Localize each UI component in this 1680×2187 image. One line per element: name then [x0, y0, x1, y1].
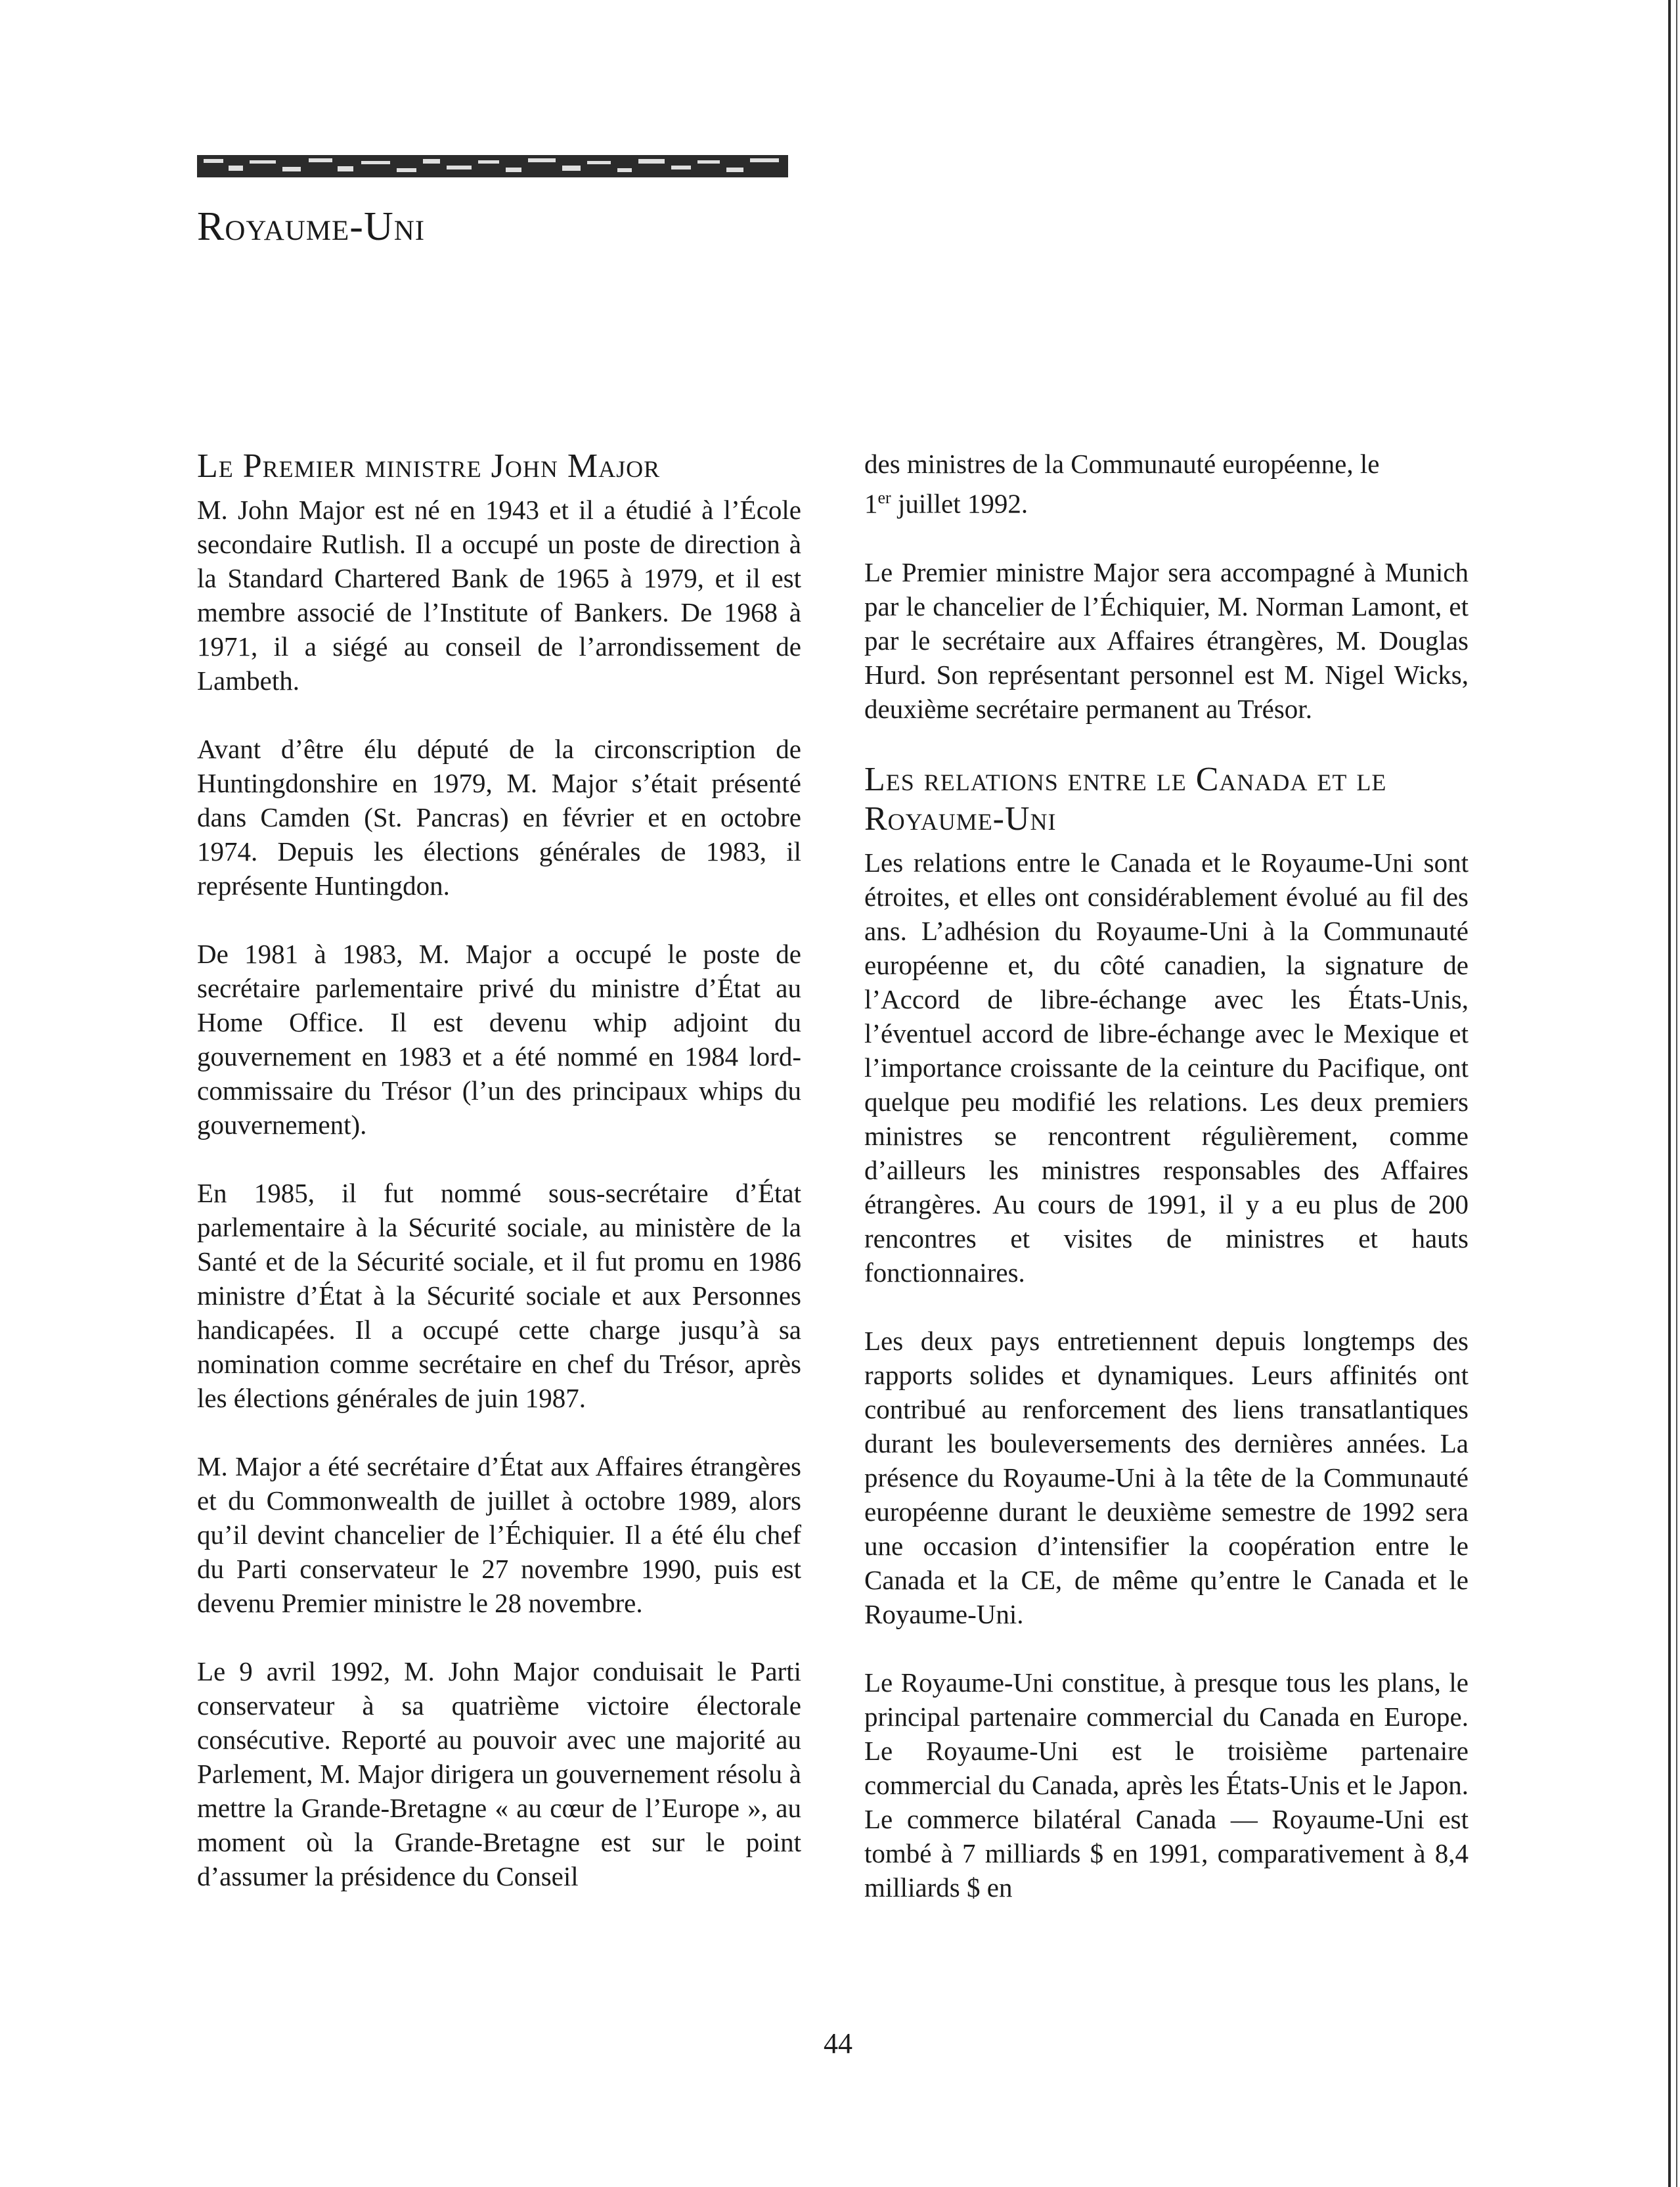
paragraph: M. Major a été secrétaire d’État aux Affaires étrangères et du Commonwealth de juillet à octobre 1989, alors qu’il devint chancelier de l’Échiquier. Il a été élu chef du Parti conservateur le 27 novembre 1990, puis est devenu Premier ministre le 28 novembre. [197, 1451, 801, 1618]
paragraph: Les deux pays entretiennent depuis longtemps des rapports solides et dynamiques. Leurs affinités ont contribué au renforcement des liens transatlantiques durant les bouleversements des dernières années. La présence du Royaume-Uni à la tête de la Communauté européenne durant le deuxième semestre de 1992 sera une occasion d’intensifier la coopération entre le Canada et la CE, de même qu’entre le Canada et le Royaume-Uni. [864, 1325, 1469, 1629]
right-column [864, 447, 1469, 1905]
paragraph: Les relations entre le Canada et le Royaume-Uni sont étroites, et elles ont considérablement évolué au fil des ans. L’adhésion du Royaume-Uni à la Communauté européenne et, du côté canadien, la signature de l’Accord de libre-échange avec les États-Unis, l’éventuel accord de libre-échange avec le Mexique et l’importance croissante de la ceinture du Pacifique, ont quelque peu modifié les relations. Les deux premiers ministres se rencontrent régulièrement, comme d’ailleurs les ministres responsables des Affaires étrangères. Au cours de 1991, il y a eu plus de 200 rencontres et visites de ministres et hauts fonctionnaires. [864, 847, 1469, 1288]
page-title: Royaume-Uni [197, 204, 426, 249]
paragraph: Le Royaume-Uni constitue, à presque tous les plans, le principal partenaire commercial du Canada en Europe. Le Royaume-Uni est le troisième partenaire commercial du Canada, après les États-Unis et le Japon. Le commerce bilatéral Canada — Royaume-Uni est tombé à 7 milliards $ en 1991, comparativement à 8,4 milliards $ en [864, 1667, 1469, 1903]
section-heading-prime-minister: Le Premier ministre John Major [197, 447, 661, 485]
page-edge-line [1668, 0, 1671, 2187]
paragraph: Avant d’être élu député de la circonscription de Huntingdonshire en 1979, M. Major s’était présenté dans Camden (St. Pancras) en février et en octobre 1974. Depuis les élections générales de 1983, il représente Huntingdon. [197, 734, 801, 901]
date-superscript: er [877, 488, 891, 507]
paragraph-continuation [864, 447, 1469, 521]
date-day: 1 [864, 488, 878, 519]
section-heading-relations: Les relations entre le Canada et le Royaume-Uni [864, 760, 1387, 838]
paragraph: Le Premier ministre Major sera accompagné à Munich par le chancelier de l’Échiquier, M. Norman Lamont, et par le secrétaire aux Affaires étrangères, M. Douglas Hurd. Son représentant personnel est M. Nigel Wicks, deuxième secrétaire permanent au Trésor. [864, 556, 1469, 724]
page-edge-line-outer [1676, 0, 1677, 2187]
paragraph: En 1985, il fut nommé sous-secrétaire d’État parlementaire à la Sécurité sociale, au ministère de la Santé et de la Sécurité sociale, et il fut promu en 1986 ministre d’État à la Sécurité sociale et aux Personnes handicapées. Il a occupé cette charge jusqu’à sa nomination comme secrétaire en chef du Trésor, après les élections générales de juin 1987. [197, 1178, 801, 1413]
left-column [197, 447, 801, 1893]
paragraph: De 1981 à 1983, M. Major a occupé le poste de secrétaire parlementaire privé du ministre d’État au Home Office. Il est devenu whip adjoint du gouvernement en 1983 et a été nommé en 1984 lord-commissaire du Trésor (l’un des principaux whips du gouvernement). [197, 939, 801, 1140]
paragraph: M. John Major est né en 1943 et il a étudié à l’École secondaire Rutlish. Il a occupé un poste de direction à la Standard Chartered Bank de 1965 à 1979, et il est membre associé de l’Institute of Bankers. De 1968 à 1971, il a siégé au conseil de l’arrondissement de Lambeth. [197, 495, 801, 696]
continuation-text: des ministres de la Communauté européenne, le [864, 449, 1380, 479]
paragraph: Le 9 avril 1992, M. John Major conduisait le Parti conservateur à sa quatrième victoire électorale consécutive. Reporté au pouvoir avec une majorité au Parlement, M. Major dirigera un gouvernement résolu à mettre la Grande-Bretagne « au cœur de l’Europe », au moment où la Grande-Bretagne est sur le point d’assumer la présidence du Conseil [197, 1656, 801, 1891]
decorative-banner [197, 152, 788, 180]
page-number: 44 [824, 2027, 852, 2060]
date-rest: juillet 1992. [891, 488, 1028, 519]
